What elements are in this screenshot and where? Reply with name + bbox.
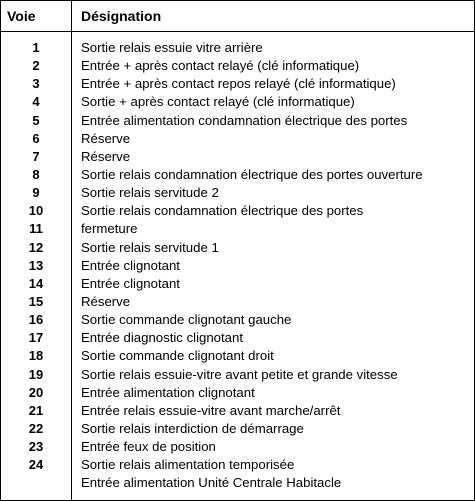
pin-number: 20 <box>28 384 44 400</box>
pin-designation: Sortie commande clignotant droit <box>81 348 274 364</box>
pin-designation: Sortie relais essuie vitre arrière <box>81 40 263 55</box>
pin-designation: Entrée clignotant <box>81 257 180 273</box>
pin-designation: Entrée clignotant <box>81 275 180 291</box>
pin-number: 3 <box>32 76 40 92</box>
pin-number: 1 <box>32 40 40 55</box>
pin-designation: Entrée alimentation Unité Centrale Habitacle <box>81 475 342 491</box>
pin-number: 14 <box>28 275 44 291</box>
pin-number: 23 <box>28 439 44 455</box>
table-row <box>1 384 474 402</box>
pin-number: 22 <box>28 420 44 436</box>
table-row <box>1 184 474 202</box>
pin-designation: Entrée diagnostic clignotant <box>81 330 244 346</box>
pin-number: 15 <box>28 293 44 309</box>
table-row <box>1 329 474 347</box>
table-row <box>1 438 474 456</box>
pin-number: 6 <box>32 130 40 146</box>
pin-designation: Réserve <box>81 293 131 309</box>
table-row <box>1 474 474 492</box>
pin-designation: Entrée alimentation clignotant <box>81 384 255 400</box>
pin-designation: Entrée alimentation condamnation électrique des portes <box>81 112 408 128</box>
table-row <box>1 293 474 311</box>
pin-number: 18 <box>28 348 44 364</box>
pin-designation: Sortie relais alimentation temporisée <box>81 457 295 473</box>
pin-designation: Réserve <box>81 148 131 164</box>
pin-number: 11 <box>29 221 43 237</box>
table-row <box>1 275 474 293</box>
header-voie: Voie <box>7 8 36 24</box>
pin-number: 13 <box>28 257 44 273</box>
pin-designation: Entrée relais essuie-vitre avant marche/arrêt <box>81 402 341 418</box>
table-row <box>1 311 474 329</box>
pin-number: 4 <box>32 94 40 110</box>
table-row <box>1 112 474 130</box>
pin-number: 21 <box>28 402 44 418</box>
pin-designation: Entrée feux de position <box>81 439 216 455</box>
table-row <box>1 166 474 184</box>
table-row <box>1 93 474 111</box>
pin-number: 7 <box>32 148 40 164</box>
pin-number: 19 <box>28 366 44 382</box>
pin-designation: Réserve <box>81 130 131 146</box>
pin-number: 16 <box>28 312 44 328</box>
table-row <box>1 402 474 420</box>
table-row <box>1 39 474 57</box>
pin-number: 9 <box>32 185 40 201</box>
pin-designation: Sortie relais condamnation électrique des portes ouverture <box>81 166 423 182</box>
pin-number: 8 <box>32 166 40 182</box>
pin-number: 24 <box>28 457 44 473</box>
table-row <box>1 239 474 257</box>
table-row <box>1 148 474 166</box>
pin-designation: Sortie commande clignotant gauche <box>81 312 292 328</box>
pin-number: 2 <box>32 58 40 74</box>
table-row <box>1 456 474 474</box>
table-row <box>1 366 474 384</box>
pin-designation: Sortie relais servitude 1 <box>81 239 219 255</box>
pin-number: 12 <box>28 239 44 255</box>
pin-designation: Entrée + après contact relayé (clé informatique) <box>81 58 360 74</box>
table-row <box>1 420 474 438</box>
pin-designation: fermeture <box>81 221 138 237</box>
pin-number: 17 <box>28 330 44 346</box>
table-row <box>1 347 474 365</box>
table-row <box>1 220 474 238</box>
pin-designation: Sortie relais essuie-vitre avant petite et grande vitesse <box>81 366 398 382</box>
table-row <box>1 257 474 275</box>
pin-designation: Sortie relais servitude 2 <box>81 185 219 201</box>
header-designation: Désignation <box>81 8 162 24</box>
pin-designation: Sortie relais interdiction de démarrage <box>81 420 304 436</box>
pin-designation: Entrée + après contact repos relayé (clé informatique) <box>81 76 396 92</box>
table-row <box>1 202 474 220</box>
table-row <box>1 130 474 148</box>
table-row <box>1 75 474 93</box>
pin-number: 5 <box>32 112 40 128</box>
pin-number: 10 <box>28 203 44 219</box>
table-body <box>1 39 474 493</box>
pin-designation: Sortie relais condamnation électrique des portes <box>81 203 364 219</box>
table-row <box>1 57 474 75</box>
pin-designation: Sortie + après contact relayé (clé informatique) <box>81 94 355 110</box>
